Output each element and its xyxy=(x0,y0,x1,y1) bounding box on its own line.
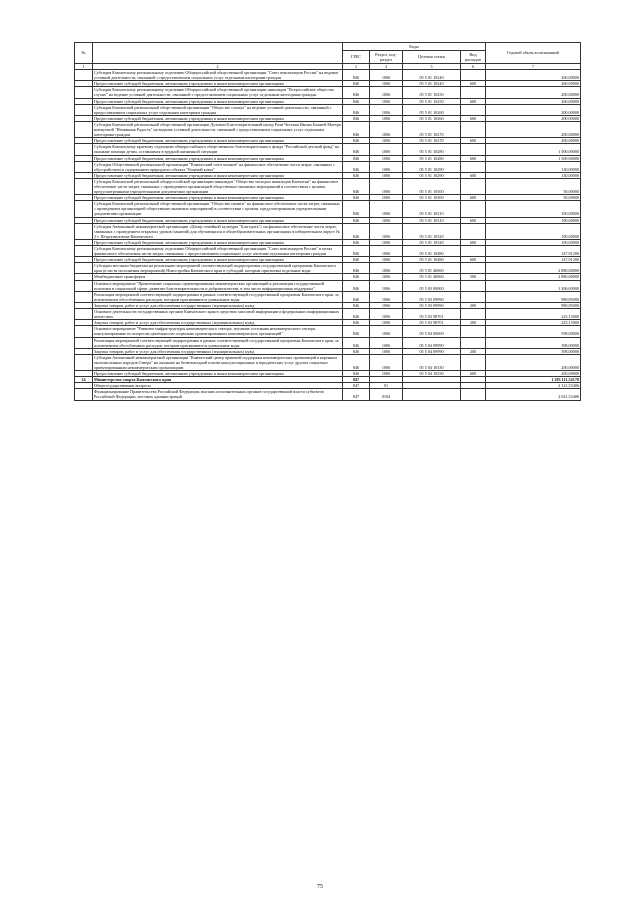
row-description: Закупка товаров, работ и услуг для обеспечения государственных (муниципальных) нужд xyxy=(93,348,343,354)
row-number xyxy=(75,70,93,81)
row-amount: 200,00000 xyxy=(486,354,581,370)
row-amount: 100,00000 xyxy=(486,223,581,239)
row-razdel: 1006 xyxy=(370,326,403,337)
header-amount: Годовой объем ассигнований xyxy=(486,43,581,64)
row-cel-statya: 05 5 01 10310 xyxy=(403,217,461,223)
row-grbs: 846 xyxy=(343,81,370,87)
row-vid xyxy=(461,87,486,98)
row-vid: 600 xyxy=(461,81,486,87)
row-vid xyxy=(461,309,486,320)
row-cel-statya: 05 5 03 00000 xyxy=(403,280,461,291)
row-grbs: 846 xyxy=(343,239,370,245)
row-cel-statya: 05 5 01 10290 xyxy=(403,172,461,178)
row-description: Основное мероприятие "Развитие инфраструктуры некоммерческого сектора, изучение состояния некоммерческого сектора, консультирование по вопросам деятельности социально ориентированных некоммерческих организаций" xyxy=(93,326,343,337)
header-razdel: Раздел, под-раздел xyxy=(370,51,403,64)
row-cel-statya: 05 5 01 10260 xyxy=(403,104,461,115)
index-cell: 5 xyxy=(403,64,461,70)
row-grbs: 846 xyxy=(343,223,370,239)
row-description: Общегосударственные вопросы xyxy=(93,383,343,389)
row-grbs: 846 xyxy=(343,201,370,217)
row-description: Субсидия Камчатскому региональному отделению Общероссийской общественной организации "Союз пенсионеров России" в целях финансового обеспечения части затрат, связанных с предоставлением социальных услуг жителям отдельным категориям граждан xyxy=(93,246,343,257)
row-number xyxy=(75,161,93,172)
row-vid: 200 xyxy=(461,348,486,354)
row-vid xyxy=(461,178,486,194)
row-number xyxy=(75,104,93,115)
row-amount: 50,00000 xyxy=(486,178,581,194)
row-number xyxy=(75,263,93,274)
row-razdel: 1006 xyxy=(370,98,403,104)
row-description: Функционирование Правительства Российской Федерации, высших исполнительных органов государственной власти субъектов Российской Федерации, местных администраций xyxy=(93,389,343,400)
table-row xyxy=(75,309,581,320)
header-cel: Целевая статья xyxy=(403,51,461,64)
index-cell: 6 xyxy=(461,64,486,70)
row-amount: 130,00000 xyxy=(486,161,581,172)
row-vid: 600 xyxy=(461,257,486,263)
row-razdel: 01 xyxy=(370,383,403,389)
row-razdel: 0104 xyxy=(370,389,403,400)
row-grbs: 846 xyxy=(343,302,370,308)
row-vid xyxy=(461,121,486,137)
row-vid xyxy=(461,326,486,337)
row-cel-statya: 05 5 01 40060 xyxy=(403,263,461,274)
row-description: Субсидия Камчатской региональной общественной организации "Общество памяти" на финансовое обеспечение части затрат, связанных с проведением организацией общественно-значимых мероприятий в соответствии с целями, предусмотренными учредительными документами организации xyxy=(93,201,343,217)
row-description: Закупка товаров, работ и услуг для обеспечения государственных (муниципальных) нужд xyxy=(93,302,343,308)
table-body xyxy=(75,70,581,400)
row-grbs: 846 xyxy=(343,70,370,81)
row-number xyxy=(75,223,93,239)
table-row xyxy=(75,354,581,370)
row-description: Субсидии местным бюджетам на реализацию мероприятий соответствующей подпрограммы государственной программы Камчатского края (в части исполнения мероприятий) Новостройка Камчатского края и субсидий, которым присвоены отдельные коды xyxy=(93,263,343,274)
row-amount: 130,00000 xyxy=(486,172,581,178)
row-razdel: 1006 xyxy=(370,274,403,280)
row-vid xyxy=(461,161,486,172)
table-row xyxy=(75,121,581,137)
row-amount: 200,00000 xyxy=(486,98,581,104)
row-grbs: 846 xyxy=(343,155,370,161)
row-amount: 200,00000 xyxy=(486,115,581,121)
row-vid xyxy=(461,280,486,291)
index-cell: 2 xyxy=(93,64,343,70)
table-row xyxy=(75,161,581,172)
row-vid: 200 xyxy=(461,320,486,326)
row-cel-statya xyxy=(403,389,461,400)
row-razdel: 1006 xyxy=(370,223,403,239)
row-cel-statya: 05 5 01 10290 xyxy=(403,161,461,172)
row-grbs: 846 xyxy=(343,246,370,257)
row-number xyxy=(75,201,93,217)
row-number xyxy=(75,280,93,291)
row-cel-statya: 05 5 03 09990 xyxy=(403,302,461,308)
row-number xyxy=(75,309,93,320)
header-num: № xyxy=(75,43,93,64)
row-grbs: 846 xyxy=(343,98,370,104)
row-vid xyxy=(461,201,486,217)
table-row xyxy=(75,326,581,337)
row-cel-statya: 05 5 03 09990 xyxy=(403,291,461,302)
row-razdel: 1006 xyxy=(370,201,403,217)
row-number xyxy=(75,121,93,137)
table-row xyxy=(75,291,581,302)
row-number xyxy=(75,337,93,348)
row-description: Предоставление субсидий бюджетным, автономным учреждениям и иным некоммерческим организациям xyxy=(93,195,343,201)
row-grbs: 846 xyxy=(343,263,370,274)
row-grbs: 846 xyxy=(343,320,370,326)
row-vid xyxy=(461,354,486,370)
row-razdel: 1006 xyxy=(370,354,403,370)
header-description xyxy=(93,43,343,64)
row-cel-statya: 05 5 01 10260 xyxy=(403,115,461,121)
row-description: Предоставление субсидий бюджетным, автономным учреждениям и иным некоммерческим организациям xyxy=(93,155,343,161)
row-cel-statya: 05 5 01 10320 xyxy=(403,223,461,239)
row-number xyxy=(75,354,93,370)
row-grbs: 847 xyxy=(343,383,370,389)
row-amount: 398,00000 xyxy=(486,337,581,348)
index-cell: 4 xyxy=(370,64,403,70)
row-vid: 600 xyxy=(461,155,486,161)
index-cell: 7 xyxy=(486,64,581,70)
row-vid xyxy=(461,291,486,302)
header-vid: Вид расходов xyxy=(461,51,486,64)
row-amount: 200,00000 xyxy=(486,87,581,98)
row-cel-statya: 05 5 01 10300 xyxy=(403,195,461,201)
row-amount: 2 880,00000 xyxy=(486,263,581,274)
table-row xyxy=(75,280,581,291)
row-grbs: 846 xyxy=(343,121,370,137)
row-razdel: 1006 xyxy=(370,291,403,302)
row-description: Основное мероприятие "Привлечение социально ориентированных некоммерческих организаций к реализации государственной политики в социальной сфере, развитие благотворительности и добровольчества, в том числе информационная поддержка" xyxy=(93,280,343,291)
row-vid xyxy=(461,263,486,274)
table-row xyxy=(75,246,581,257)
row-amount: 2 121,53406 xyxy=(486,383,581,389)
row-grbs: 846 xyxy=(343,354,370,370)
row-description: Реализация мероприятий соответствующей подпрограммы в рамках соответствующей государственной программы Камчатского края, за исключением обособленных расходов, которым присваиваются уникальные коды xyxy=(93,291,343,302)
header-codes: Коды xyxy=(343,43,486,51)
row-description: Предоставление субсидий бюджетным, автономным учреждениям и иным некоммерческим организациям xyxy=(93,81,343,87)
row-vid: 600 xyxy=(461,371,486,377)
table-header xyxy=(75,43,581,70)
row-razdel: 1006 xyxy=(370,239,403,245)
row-vid xyxy=(461,70,486,81)
row-vid: 600 xyxy=(461,172,486,178)
row-razdel: 1006 xyxy=(370,217,403,223)
row-razdel: 1006 xyxy=(370,195,403,201)
row-cel-statya: 05 5 01 10250 xyxy=(403,87,461,98)
row-razdel: 1006 xyxy=(370,70,403,81)
row-vid xyxy=(461,246,486,257)
row-cel-statya: 05 5 01 10320 xyxy=(403,239,461,245)
row-vid: 600 xyxy=(461,239,486,245)
row-amount: 147,91200 xyxy=(486,257,581,263)
row-description: Субсидия Автономной некоммерческой организации «Центр семейной культуры "Благодать"» на финансовое обеспечение части затрат, связанных с проведением открытых уроков (занятий) для обучающихся в общеобразовательных организациях в избирательном округе № 2 г. Петропавловска-Камчатского xyxy=(93,223,343,239)
row-grbs: 846 xyxy=(343,161,370,172)
row-amount: 200,00000 xyxy=(486,371,581,377)
row-number xyxy=(75,246,93,257)
row-razdel: 1006 xyxy=(370,302,403,308)
row-amount: 2 041,53406 xyxy=(486,389,581,400)
row-razdel: 1006 xyxy=(370,337,403,348)
row-description: Субсидия Камчатскому региональному отделению Общероссийской общественной организации "Союз пенсионеров России" на ведение уставной деятельности, связанной с предоставлением социальных услуг отдельным категориям граждан xyxy=(93,70,343,81)
row-grbs: 846 xyxy=(343,178,370,194)
table-row xyxy=(75,201,581,217)
row-description: Предоставление субсидий бюджетным, автономным учреждениям и иным некоммерческим организациям xyxy=(93,98,343,104)
row-razdel: 1006 xyxy=(370,161,403,172)
row-vid: 600 xyxy=(461,98,486,104)
row-number xyxy=(75,87,93,98)
row-amount: 200,00000 xyxy=(486,138,581,144)
row-amount: 147,91200 xyxy=(486,246,581,257)
row-cel-statya: 05 5 01 10480 xyxy=(403,246,461,257)
row-grbs: 846 xyxy=(343,371,370,377)
row-cel-statya: 05 5 01 10270 xyxy=(403,121,461,137)
row-amount: 1 206,00000 xyxy=(486,280,581,291)
row-description: Субсидия Автономной некоммерческой организации "Камчатский центр правовой поддержки некоммерческих организаций в коренных малочисленных народов Севера" на оказание на безвозмездной основе консультационных и юридических услуг другим социально ориентированным некоммерческим организациям xyxy=(93,354,343,370)
row-cel-statya: 05 5 03 98701 xyxy=(403,309,461,320)
row-vid xyxy=(461,104,486,115)
row-amount: 200,00000 xyxy=(486,121,581,137)
row-grbs: 846 xyxy=(343,87,370,98)
row-description: Предоставление субсидий бюджетным, автономным учреждениям и иным некоммерческим организациям xyxy=(93,217,343,223)
row-vid: 600 xyxy=(461,138,486,144)
row-description: Субсидия Камчатской региональной общероссийской организации инвалидов "Общество молодых инвалидов Камчатки" на финансовое обеспечение части затрат, связанных с проведением организацией общественно-значимых мероприятий в соответствии с целями, предусмотренными учредительными документами организации xyxy=(93,178,343,194)
row-description: Межбюджетные трансферты xyxy=(93,274,343,280)
row-razdel: 1006 xyxy=(370,81,403,87)
row-razdel: 1006 xyxy=(370,257,403,263)
row-grbs: 846 xyxy=(343,337,370,348)
row-grbs: 846 xyxy=(343,195,370,201)
budget-table xyxy=(74,42,581,401)
row-vid: 200 xyxy=(461,302,486,308)
row-vid xyxy=(461,337,486,348)
table-row xyxy=(75,223,581,239)
row-vid xyxy=(461,389,486,400)
row-grbs: 847 xyxy=(343,377,370,383)
row-grbs: 846 xyxy=(343,144,370,155)
row-number xyxy=(75,291,93,302)
table-row xyxy=(75,263,581,274)
row-grbs: 846 xyxy=(343,257,370,263)
row-grbs: 846 xyxy=(343,115,370,121)
row-amount: 200,00000 xyxy=(486,104,581,115)
table-row xyxy=(75,70,581,81)
row-amount: 980,85000 xyxy=(486,291,581,302)
row-razdel: 1006 xyxy=(370,280,403,291)
row-cel-statya: 05 5 01 10240 xyxy=(403,70,461,81)
row-grbs: 846 xyxy=(343,274,370,280)
row-razdel: 1006 xyxy=(370,104,403,115)
row-amount: 225,15000 xyxy=(486,320,581,326)
index-cell: 1 xyxy=(75,64,93,70)
row-razdel: 1006 xyxy=(370,309,403,320)
row-vid: 500 xyxy=(461,274,486,280)
header-grbs: ГРБС xyxy=(343,51,370,64)
row-razdel: 1006 xyxy=(370,144,403,155)
row-description: Министерство спорта Камчатского края xyxy=(93,377,343,383)
row-description: Предоставление субсидий бюджетным, автономным учреждениям и иным некоммерческим организациям xyxy=(93,257,343,263)
index-cell: 3 xyxy=(343,64,370,70)
row-cel-statya: 05 5 01 10480 xyxy=(403,257,461,263)
row-grbs: 846 xyxy=(343,326,370,337)
row-description: Субсидия Общественной региональной организации "Камчатский союз казаков" на финансовое обеспечение части затрат, связанных с обустройством и содержанием природного объекта "Казачий ключ" xyxy=(93,161,343,172)
row-grbs: 846 xyxy=(343,104,370,115)
row-description: Предоставление субсидий бюджетным, автономным учреждениям и иным некоммерческим организациям xyxy=(93,138,343,144)
row-number xyxy=(75,178,93,194)
row-razdel: 1006 xyxy=(370,246,403,257)
table-row xyxy=(75,337,581,348)
row-cel-statya: 05 5 04 09990 xyxy=(403,348,461,354)
row-vid xyxy=(461,144,486,155)
row-razdel: 1006 xyxy=(370,172,403,178)
page-number: 75 xyxy=(317,884,323,890)
row-description: Субсидия Камчатской региональной общественной организации "Общество слепых" на ведение уставной деятельности, связанной с предоставлением социальных услуг отдельным категориям граждан xyxy=(93,104,343,115)
row-cel-statya: 05 5 04 00000 xyxy=(403,326,461,337)
row-cel-statya: 05 5 01 10300 xyxy=(403,178,461,194)
row-grbs: 846 xyxy=(343,172,370,178)
row-description: Субсидия Камчатскому региональному отделению Общероссийской общественной организации инвалидов "Всероссийское общество глухих" на ведение уставной деятельности, связанной с предоставлением социальных услуг отдельным категориям граждан xyxy=(93,87,343,98)
row-number xyxy=(75,144,93,155)
row-amount: 598,00000 xyxy=(486,326,581,337)
row-description: Предоставление субсидий бюджетным, автономным учреждениям и иным некоммерческим организациям xyxy=(93,115,343,121)
row-description: Основное деятельности государственных органов Камчатского края в средствах массовой информации и федеральных информационных агентствах xyxy=(93,309,343,320)
row-amount: 100,00000 xyxy=(486,239,581,245)
row-amount: 100,00000 xyxy=(486,217,581,223)
row-grbs: 846 xyxy=(343,280,370,291)
table-row xyxy=(75,87,581,98)
row-razdel: 1006 xyxy=(370,87,403,98)
table-row xyxy=(75,178,581,194)
row-vid: 600 xyxy=(461,115,486,121)
row-razdel: 1006 xyxy=(370,121,403,137)
row-amount: 100,00000 xyxy=(486,201,581,217)
row-description: Субсидия Камчатской региональной общественной организации Духовно-Благотворительный центр Рали Честная Иконы Божией Матери именуемой "Нечаянная Радость" на ведение уставной деятельности, связанной с предоставлением социальных услуг отдельным категориям граждан xyxy=(94,121,341,138)
row-grbs: 847 xyxy=(343,389,370,400)
row-amount: 1 500,00000 xyxy=(486,155,581,161)
row-vid: 600 xyxy=(461,195,486,201)
row-grbs: 846 xyxy=(343,138,370,144)
row-amount: 1 500,00000 xyxy=(486,144,581,155)
row-cel-statya: 05 5 01 10240 xyxy=(403,81,461,87)
row-razdel: 1006 xyxy=(370,138,403,144)
table-row xyxy=(75,389,581,400)
row-razdel: 1006 xyxy=(370,348,403,354)
row-cel-statya: 05 5 01 40060 xyxy=(403,274,461,280)
row-grbs: 846 xyxy=(343,309,370,320)
row-razdel: 1006 xyxy=(370,115,403,121)
row-vid: 600 xyxy=(461,217,486,223)
row-description: Реализация мероприятий соответствующей подпрограммы в рамках соответствующей государственной программы Камчатского края, за исключением обособленных расходов, которым присваиваются уникальные коды xyxy=(93,337,343,348)
row-grbs: 846 xyxy=(343,217,370,223)
row-number xyxy=(75,389,93,400)
row-cel-statya: 05 5 01 10250 xyxy=(403,98,461,104)
table-row xyxy=(75,144,581,155)
row-cel-statya: 05 5 01 10270 xyxy=(403,138,461,144)
row-cel-statya: 05 5 01 10280 xyxy=(403,155,461,161)
row-description: Субсидия Камчатскому краевому отделению общероссийского общественного благотворительного фонда "Российский детский фонд" на оказание помощи детям, оставшимся в трудной жизненной ситуации xyxy=(93,144,343,155)
row-grbs: 846 xyxy=(343,291,370,302)
row-cel-statya: 05 5 01 10280 xyxy=(403,144,461,155)
row-razdel: 1006 xyxy=(370,155,403,161)
row-number: 34 xyxy=(75,377,93,383)
row-razdel: 1006 xyxy=(370,178,403,194)
row-description: Предоставление субсидий бюджетным, автономным учреждениям и иным некоммерческим организациям xyxy=(93,371,343,377)
row-amount: 200,00000 xyxy=(486,81,581,87)
row-amount: 200,00000 xyxy=(486,70,581,81)
row-cel-statya: 05 5 04 09990 xyxy=(403,337,461,348)
row-amount: 1 283 111,54178 xyxy=(486,377,581,383)
row-razdel: 1006 xyxy=(370,263,403,274)
row-description: Закупка товаров, работ и услуг для обеспечения государственных (муниципальных) нужд xyxy=(93,320,343,326)
row-cel-statya: 05 5 01 10310 xyxy=(403,201,461,217)
row-cel-statya: 05 5 03 98701 xyxy=(403,320,461,326)
row-amount: 980,85000 xyxy=(486,302,581,308)
row-cel-statya: 05 5 04 10330 xyxy=(403,354,461,370)
row-cel-statya: 05 5 04 10330 xyxy=(403,371,461,377)
row-amount: 225,15000 xyxy=(486,309,581,320)
row-razdel: 1006 xyxy=(370,371,403,377)
row-description: Предоставление субсидий бюджетным, автономным учреждениям и иным некоммерческим организациям xyxy=(93,172,343,178)
row-vid xyxy=(461,223,486,239)
row-razdel: 1006 xyxy=(370,320,403,326)
table-row xyxy=(75,104,581,115)
row-number xyxy=(75,326,93,337)
row-grbs: 846 xyxy=(343,348,370,354)
row-description: Предоставление субсидий бюджетным, автономным учреждениям и иным некоммерческим организациям xyxy=(93,239,343,245)
row-amount: 398,00000 xyxy=(486,348,581,354)
row-amount: 2 880,00000 xyxy=(486,274,581,280)
row-amount: 50,00000 xyxy=(486,195,581,201)
